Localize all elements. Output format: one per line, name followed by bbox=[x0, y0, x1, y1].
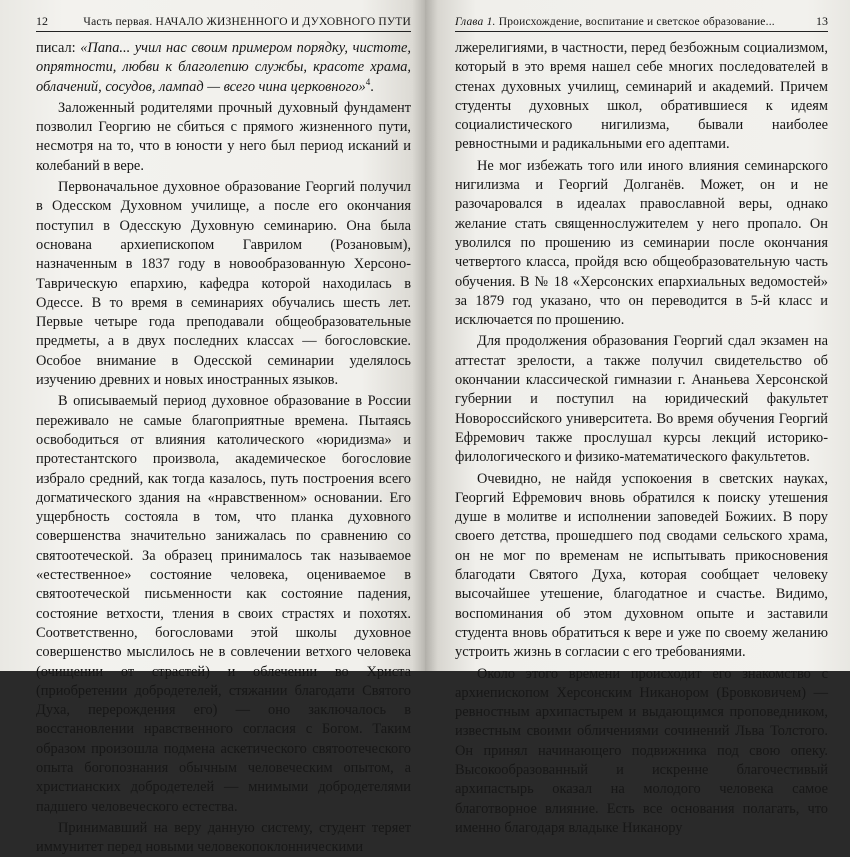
footnote-marker: 4 bbox=[365, 76, 371, 87]
right-paragraph-3: Очевидно, не найдя успокоения в светских науках, Георгий Ефремович вновь обратился к поиску утешения душе в молитве и исполнении заповедей Божиих. В пору своего детства, прошедшего под сводами сельского храма, он не мог по временам не испытывать прикосновения благодати Святого Духа, которая сообщает человеку высочайшее утешение, благодатное и счастье. Видимо, воспоминания об этом духовном опыте и заставили студента вновь обратиться к вере и уже по своему желанию устроить жизнь в согласии с его требованиями. bbox=[455, 470, 828, 661]
left-running-part: Часть первая. bbox=[83, 16, 153, 28]
left-page bbox=[0, 0, 425, 856]
left-p0-end: . bbox=[370, 78, 374, 95]
left-running-head bbox=[36, 14, 411, 32]
right-paragraph-1: Не мог избежать того или иного влияния семинарского нигилизма и Георгий Долганёв. Может, он и не разочаровался в идеалах православной веры, однако желание стать священнослужителем у него пропало. Он уволился по прошению из семинарии после окончания четвертого класса, пройдя всю общеобразовательную часть обучения. В № 18 «Херсонских епархиальных ведомостей» за 1879 год указано, что он переводится в 5-й класс и исключается по прошению. bbox=[455, 157, 828, 329]
right-running-head bbox=[455, 14, 828, 32]
right-running-title bbox=[455, 15, 775, 29]
left-paragraph-3: В описываемый период духовное образование в России переживало не самые благоприятные времена. Пытаясь освободиться от влияния католического «юридизма» и протестантского произвола, академическое богословие избрало средний, как тогда казалось, путь построения всего догматического здания на «нравственном» основании. Его ущербность состояла в том, что планка духовного совершенства значительно занижалась по сравнению со святоотеческой. За образец принималось так называемое «естественное» состояние человека, оцениваемое в святоотеческой письменности как состояние падения, состояние ветхости, тления в своих страстях и похотях. Соответственно, богословами этой школы духовное совершенство мыслилось не в совлечении ветхого человека (очищении от страстей) и облечении во Христа (приобретении добродетелей, стяжании благодати Святого Духа, перерождения его) — оно заключалось в восстановлении нравственного согласия с Богом. Таким образом произошла подмена аскетического святоотеческого опыта богопознания обычным человеческим опытом, а христианских добродетелей — мнимыми добродетелями падшего человеческого естества. bbox=[36, 393, 411, 815]
left-paragraph-0 bbox=[36, 39, 411, 97]
left-p0-lead: писал: bbox=[36, 40, 81, 56]
right-paragraph-0: лжерелигиями, в частности, перед безбожным социализмом, который в это время нашел себе многих последователей в стенах духовных училищ, семинарий и академий. Причем студенты духовных школ, обратившиеся к идеям социалистического нигилизма, бывали наиболее ревностными и радикальными его адептами. bbox=[455, 40, 828, 153]
left-running-heading: НАЧАЛО ЖИЗНЕННОГО И ДУХОВНОГО ПУТИ bbox=[155, 16, 411, 28]
left-running-title bbox=[83, 15, 411, 29]
left-body-text bbox=[36, 39, 411, 857]
right-paragraph-2: Для продолжения образования Георгий сдал экзамен на аттестат зрелости, а также получил свидетельство об окончании классической гимназии г. Ананьева Херсонской губернии и поступил на юридический факультет Новороссийского университета. Во время обучения Георгий Ефремович также прослушал курсы лекций историко-филологического и физико-математического факультетов. bbox=[455, 333, 828, 466]
left-paragraph-2: Первоначальное духовное образование Георгий получил в Одесском Духовном училище, а после его окончания поступил в Одесскую Духовную семинарию. Она была основана архиепископом Гаврилом (Розановым), назначенным в 1837 году в новообразованную Херсоно-Таврическую епархию, кафедра которой находилась в Одессе. В то время в семинариях обучались шесть лет. Первые четыре года преподавали общеобразовательные предметы, а в двух последних классах — богословские. Особое внимание в Одесской семинарии уделялось изучению древних и новых иностранных языков. bbox=[36, 179, 411, 389]
right-running-heading: Происхождение, воспитание и светское образование... bbox=[498, 16, 775, 28]
left-p0-quote: «Папа... учил нас своим примером порядку, чистоте, опрятности, любви к благолепию службы, красоте храма, облачений, сосудов, лампад — всего чина церковного» bbox=[36, 40, 411, 95]
left-paragraph-1: Заложенный родителями прочный духовный фундамент позволил Георгию не сбиться с прямого жизненного пути, несмотря на то, что в юности у него был период исканий и колебаний в вере. bbox=[36, 99, 411, 174]
right-running-chapter: Глава 1. bbox=[455, 16, 496, 28]
right-body-text bbox=[455, 39, 828, 838]
right-paragraph-4: Около этого времени происходит его знакомство с архиепископом Херсонским Никанором (Бровковичем) — ревностным архипастырем и выдающимся проповедником, известным своими обличениями сочинений Льва Толстого. Он принял начинающего подвижника под свою опеку. Высокообразованный и искренне благочестивый архипастырь оказал на молодого человека самое благотворное влияние. Есть все основания полагать, что именно благодаря владыке Никанору bbox=[455, 665, 828, 836]
right-page-number: 13 bbox=[816, 14, 828, 28]
left-page-number: 12 bbox=[36, 14, 48, 28]
left-paragraph-4: Принимавший на веру данную систему, студент теряет иммунитет перед новыми человекопоклонническими bbox=[36, 819, 411, 856]
right-page bbox=[425, 0, 850, 836]
